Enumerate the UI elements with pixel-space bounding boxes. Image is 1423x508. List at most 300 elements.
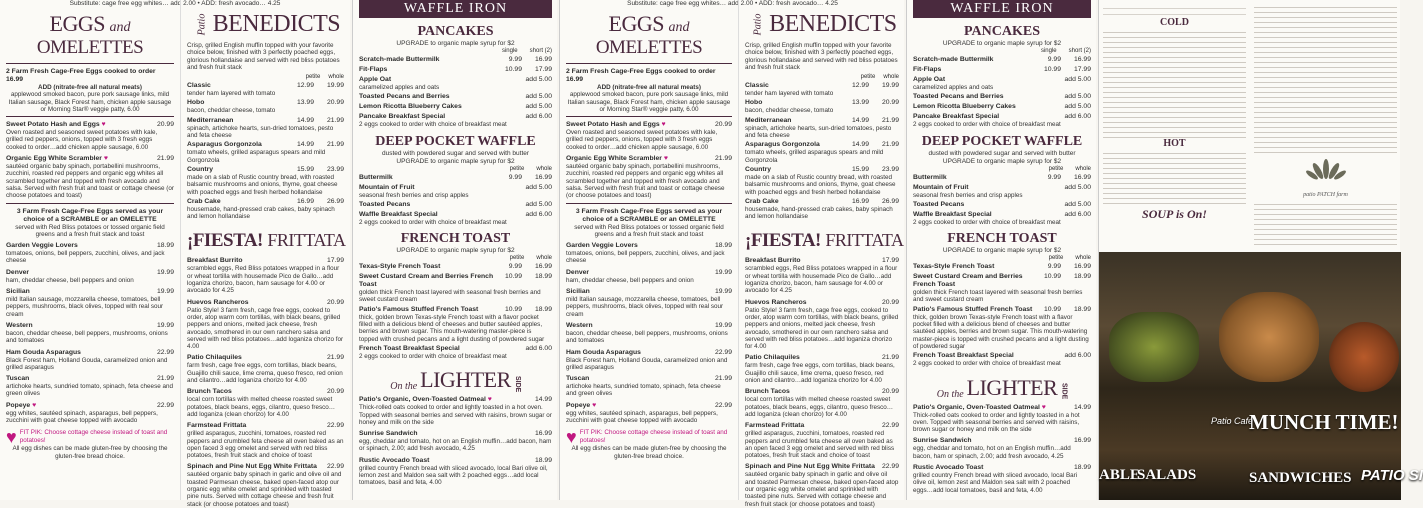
benedicts-cols: petite whole (860, 74, 899, 81)
ft-cols: petite whole (1048, 255, 1091, 262)
menu-item-prices (845, 117, 899, 125)
menu-item (6, 288, 174, 318)
menu-item-price-a: 9.99 (508, 173, 522, 181)
menu-item (187, 117, 344, 140)
menu-item-desc: bacon, cheddar cheese, bell peppers, mushrooms, onions and tomatoes (6, 329, 168, 345)
french-toast-title: FRENCH TOAST (947, 231, 1057, 247)
benedicts-column (738, 0, 905, 508)
menu-item (359, 201, 552, 209)
menu-item-row (745, 463, 899, 471)
menu-item (913, 66, 1091, 74)
menu-item-name: Spinach and Pine Nut Egg White Frittata (187, 463, 317, 471)
menu-item-name: Rustic Avocado Toast (359, 456, 430, 464)
menu-item-row (6, 242, 174, 250)
fiesta-list (745, 257, 899, 507)
french-toast-list (913, 263, 1091, 367)
farm-eggs-title: 2 Farm Fresh Cage-Free Eggs cooked to order 16.99 (6, 68, 156, 83)
menu-item (359, 263, 552, 271)
menu-item (187, 388, 344, 418)
menu-item-name: Sweet Custard Cream and Berries French Toast (359, 273, 494, 289)
menu-item-name: Lemon Ricotta Blueberry Cakes (359, 103, 462, 111)
menu-item-name: Pancake Breakfast Special (359, 113, 446, 121)
menu-item-row (745, 299, 899, 307)
menu-page-waffle (352, 0, 557, 500)
menu-item-price-b: 18.99 (534, 273, 552, 281)
menu-item (566, 269, 732, 284)
menu-item-name: Lemon Ricotta Blueberry Cakes (913, 103, 1016, 111)
menu-item-prices (498, 66, 552, 74)
menu-item (6, 242, 174, 265)
menu-item-row (566, 288, 732, 296)
menu-item-price: 19.99 (156, 268, 174, 276)
menu-item-price: 21.99 (881, 354, 899, 362)
menu-item-name: Toasted Pecans and Berries (913, 93, 1004, 101)
menu-item-price-a: 10.99 (1043, 66, 1061, 73)
menu-item-desc: Black Forest ham, Holland Gouda, caramelized onion and grilled asparagus (6, 356, 168, 371)
menu-item (359, 273, 552, 304)
menu-item-price: 21.99 (156, 155, 174, 163)
menu-item (359, 174, 552, 182)
menu-item-desc: tender ham layered with tomato (187, 90, 276, 98)
menu-item-price: 19.99 (714, 268, 732, 276)
menu-item-row (187, 463, 344, 471)
menu-item-row (187, 99, 344, 107)
menu-item-price-b: add 6.00 (525, 113, 552, 121)
menu-item-row (359, 263, 552, 271)
menu-item-row (745, 354, 899, 362)
menu-item-name: Mountain of Fruit (913, 183, 969, 191)
menu-item-desc: 2 eggs cooked to order with choice of breakfast meat (359, 352, 507, 360)
menu-item (745, 299, 899, 351)
text-lines (1103, 3, 1246, 17)
menu-item-price-a: 9.99 (1047, 263, 1061, 271)
menu-item (913, 437, 1091, 460)
menu-item-price-b: 18.99 (1073, 273, 1091, 281)
menu-item-name: Western (6, 321, 33, 329)
menu-item-desc: mild Italian sausage, mozzarella cheese, tomatoes, bell peppers, mushrooms, black olives, topped with real sour cream (566, 296, 724, 318)
menu-item (6, 269, 174, 284)
egg-specialties (566, 121, 732, 199)
menu-item (359, 184, 552, 199)
ft-cols: petite whole (509, 255, 552, 262)
menu-item (6, 155, 174, 199)
menu-item-row (913, 211, 1091, 219)
menu-item (913, 211, 1091, 226)
menu-item-price: 20.99 (714, 121, 732, 129)
menu-item-price: 18.99 (1073, 464, 1091, 472)
menu-item-prices (290, 141, 344, 149)
menu-item-prices (845, 82, 899, 90)
menu-item-desc: ham, cheddar cheese, bell peppers and onion (566, 276, 694, 284)
menu-item-name: Popeye ♥ (566, 401, 597, 409)
menu-item-prices (1037, 103, 1091, 111)
menu-item-row (187, 166, 344, 174)
menu-item-name: Garden Veggie Lovers (6, 242, 78, 250)
deep-sub2: UPGRADE to organic maple syrup for $2 (942, 157, 1062, 165)
menu-item (745, 82, 899, 97)
eggs-column (0, 0, 180, 500)
menu-item-desc: artichoke hearts, sundried tomato, spinach, feta cheese and green olives (6, 383, 173, 398)
menu-item-row (359, 273, 552, 289)
menu-item-desc: grilled asparagus, zucchini, tomatoes, roasted red peppers and crumbled feta cheese all oven baked as an open faced 3 egg omelet and served with red bliss potatoes, fresh fruit stack and choice of toast (745, 430, 895, 460)
menu-item-desc: Thick-rolled oats cooked to order and lightly toasted in a hot oven. Topped with seasonal berries and served with raisins, brown sugar or honey and milk on the side (359, 404, 552, 426)
menu-item-price: 16.99 (1073, 437, 1091, 445)
menu-item-prices (290, 198, 344, 206)
menu-item-desc: thick, golden brown Texas-style French toast with a flavor pocket filled with a delicious blend of cheeses and butter sautéed apples, berries and brown sugar. This mouth-watering master-piece is topped with crushed pecans and a light dusting of powdered sugar (913, 313, 1089, 350)
menu-item-desc: seasonal fresh berries and crisp apples (359, 191, 469, 199)
menu-item-price-a: 9.99 (1047, 173, 1061, 181)
menu-item-prices (290, 99, 344, 107)
menu-item-price-a: 10.99 (504, 305, 522, 313)
menu-item-desc: 2 eggs cooked to order with choice of breakfast meat (913, 121, 1061, 129)
menu-item-name: Garden Veggie Lovers (566, 242, 638, 250)
patio-side-label: PATIO SI (1361, 467, 1423, 484)
menu-item-name: Patio Chilaquiles (187, 354, 242, 362)
menu-item-price-a: 14.99 (851, 116, 869, 124)
menu-item-name: Popeye ♥ (6, 401, 37, 409)
heart-icon: ♥ (566, 427, 577, 448)
menu-item-price-b: add 5.00 (1064, 183, 1091, 191)
soup-title: SOUP is On! (1142, 207, 1207, 221)
menu-item (913, 56, 1091, 64)
menu-item-price-b: add 5.00 (1064, 200, 1091, 208)
menu-item-row (187, 354, 344, 362)
eggs-title: EGGS and OMELETTES (36, 11, 144, 58)
sandwiches-label: SANDWICHES (1249, 470, 1352, 486)
menu-item (745, 141, 899, 164)
menu-item-desc: thick, golden brown Texas-style French toast with a flavor pocket filled with a delicious blend of cheeses and butter sautéed apples, berries and brown sugar. This mouth-watering master-piece is topped with crushed pecans and a light dusting of powdered sugar (359, 313, 545, 343)
benedicts-cols: petite whole (305, 74, 344, 81)
menu-item-prices (498, 103, 552, 111)
menu-item-price-b: 26.99 (326, 197, 344, 205)
menu-item-price-b: 18.99 (534, 305, 552, 313)
menu-item (187, 82, 344, 97)
menu-item-desc: bacon, cheddar cheese, bell peppers, mushrooms, onions and tomatoes (566, 329, 728, 345)
lunch-items-text (1254, 3, 1397, 153)
menu-item-price: 22.99 (714, 348, 732, 356)
menu-item-price: 16.99 (534, 430, 552, 438)
menu-item-name: Classic (187, 82, 211, 90)
menu-item-price: 20.99 (156, 121, 174, 129)
menu-item-row (566, 269, 732, 277)
menu-item-name: French Toast Breakfast Special (913, 352, 1014, 360)
lighter-title: On the LIGHTER SIDE (390, 367, 521, 393)
menu-item (913, 113, 1091, 128)
menu-item-name: Country (745, 165, 772, 173)
heart-icon: ♥ (30, 401, 37, 409)
menu-item-price-a: 13.99 (296, 99, 314, 107)
menu-item-name: Breakfast Burrito (745, 257, 801, 265)
menu-item-name: Brunch Tacos (745, 388, 790, 396)
menu-item (187, 422, 344, 459)
menu-item-name: Farmstead Frittata (745, 422, 805, 430)
menu-item-price-a: 9.99 (508, 263, 522, 271)
three-eggs-title: 3 Farm Fresh Cage-Free Eggs served as your choice of a SCRAMBLE or an OMELETTE (16, 207, 164, 223)
menu-item (6, 349, 174, 372)
benedicts-list (745, 82, 899, 220)
menu-item-row (913, 352, 1091, 360)
menu-item-price-b: 16.99 (534, 173, 552, 181)
menu-item-desc: caramelized apples and oats (359, 84, 440, 91)
menu-item-desc: tomatoes, onions, bell peppers, zucchini, olives, and jack cheese (6, 250, 165, 265)
menu-item-price-b: add 5.00 (525, 76, 552, 83)
menu-item (745, 354, 899, 384)
menu-item-name: Sunrise Sandwich (359, 430, 418, 438)
gluten-note: All egg dishes can be made gluten-free by choosing the gluten-free bread choice. (571, 445, 727, 460)
farm-desc: applewood smoked bacon, pure pork sausage links, mild Italian sausage, Black Forest ham, chicken apple sausage or Morning Star® veggie patty, 6.00 (567, 91, 731, 113)
menu-item-desc: egg whites, sautéed spinach, asparagus, bell peppers, zucchini with goat cheese topped with avocado (566, 409, 718, 425)
menu-item-desc: mild Italian sausage, mozzarella cheese, tomatoes, bell peppers, mushrooms, black olives, topped with real sour cream (6, 296, 164, 318)
menu-item-row (913, 263, 1091, 271)
menu-item-prices (498, 76, 552, 84)
menu-item-prices (1037, 93, 1091, 101)
deep-pocket-title: DEEP POCKET WAFFLE (921, 133, 1083, 149)
divider (566, 203, 732, 204)
menu-item-desc: egg whites, sautéed spinach, asparagus, bell peppers, zucchini with goat cheese topped with avocado (6, 409, 158, 425)
menu-item-row (913, 56, 1091, 64)
menu-item-price: 22.99 (881, 463, 899, 471)
menu-item-price-a: 9.99 (1047, 56, 1061, 63)
menu-item-row (6, 349, 174, 357)
menu-item-desc: Thick-rolled oats cooked to order and lightly toasted in a hot oven. Topped with seasonal berries and served with raisins, brown sugar or honey and milk on the side (913, 411, 1080, 434)
menu-item-price-a: 15.99 (851, 165, 869, 173)
menu-page-eggs (0, 0, 350, 508)
menu-page-waffle-copy (906, 0, 1096, 500)
menu-item (745, 463, 899, 507)
menu-item-prices (290, 117, 344, 125)
menu-item (913, 352, 1091, 367)
hot-title: HOT (1163, 138, 1186, 149)
menu-item (566, 349, 732, 372)
menu-item-desc: seasonal fresh berries and crisp apples (913, 191, 1023, 199)
menu-item (6, 322, 174, 345)
menu-item-price: 22.99 (156, 401, 174, 409)
menu-item-prices (498, 263, 552, 271)
menu-item (359, 306, 552, 343)
menu-item-desc: sautéed organic baby spinach in garlic and olive oil and toasted Parmesan cheese, baked open-faced atop our organic egg white omelet and sprinkled with toasted pine nuts. Served with cottage cheese and fresh fruit stack (or choose potatoes and toast) (745, 471, 899, 508)
menu-item (745, 166, 899, 196)
menu-item-row (566, 322, 732, 330)
menu-item (566, 322, 732, 345)
food-photo (1099, 252, 1423, 500)
menu-item-row (359, 66, 552, 74)
menu-item-prices (845, 166, 899, 174)
menu-item-price: 17.99 (326, 257, 344, 265)
menu-item-name: Huevos Rancheros (187, 298, 249, 306)
menu-item-row (745, 422, 899, 430)
waffle-cols: petite whole (509, 165, 552, 172)
menu-page-lunch (1098, 0, 1423, 500)
menu-item-name: Denver (6, 268, 30, 276)
menu-item-row (745, 82, 899, 90)
menu-item (913, 201, 1091, 209)
menu-item-row (187, 388, 344, 396)
menu-item-price: 22.99 (881, 422, 899, 430)
menu-item-row (745, 99, 899, 107)
menu-item-desc: bacon, cheddar cheese, tomato (745, 107, 834, 115)
waffle-header: WAFFLE IRON (359, 0, 552, 18)
menu-item-price: 21.99 (156, 375, 174, 383)
heart-icon: ♥ (6, 427, 17, 448)
three-eggs-title: 3 Farm Fresh Cage-Free Eggs served as your choice of a SCRAMBLE or an OMELETTE (575, 207, 723, 223)
menu-item-name: Tuscan (566, 375, 590, 383)
menu-item-name: Scratch-made Buttermilk (913, 56, 994, 63)
menu-item-desc: artichoke hearts, sundried tomato, spinach, feta cheese and green olives (566, 383, 721, 398)
menu-item-desc: sautéed organic baby spinach in garlic and olive oil and toasted Parmesan cheese, baked open-faced atop our organic egg white omelet and sprinkled with toasted pine nuts. Served with cottage cheese and fresh fruit stack (or choose potatoes and toast) (187, 471, 342, 508)
menu-item-price-b: 23.99 (881, 165, 899, 173)
pancake-list (913, 56, 1091, 129)
menu-item-price: 22.99 (714, 401, 732, 409)
menu-item (359, 113, 552, 128)
menu-item-row (913, 306, 1091, 314)
menu-item-desc: 2 eggs cooked to order with choice of breakfast meat (913, 360, 1061, 368)
menu-item-prices (498, 306, 552, 314)
waffle-cols: petite whole (1048, 165, 1091, 172)
menu-item-price: 20.99 (326, 298, 344, 306)
menu-item-price-a: 16.99 (851, 197, 869, 205)
menu-item-prices (1037, 113, 1091, 121)
menu-item-prices (1037, 306, 1091, 314)
menu-item-price-b: 23.99 (326, 165, 344, 173)
menu-item-row (359, 396, 552, 404)
deep-pocket-title: DEEP POCKET WAFFLE (375, 133, 536, 149)
menu-item-desc: tomatoes, onions, bell peppers, zucchini, olives, and jack cheese (566, 250, 725, 265)
menu-item-desc: egg, cheddar and tomato, hot on an English muffin…add bacon, ham or spinach, 2.00; add fresh avocado, 4.25 (913, 445, 1071, 460)
waffle-column (353, 0, 558, 500)
menu-item-price-b: 20.99 (326, 99, 344, 107)
divider (6, 116, 174, 117)
menu-item-price-b: add 5.00 (525, 200, 552, 208)
menu-item-price: 22.99 (326, 463, 344, 471)
menu-item-prices (845, 141, 899, 149)
menu-item (359, 430, 552, 453)
menu-item-desc: spinach, artichoke hearts, sun-dried tomatoes, pesto and feta cheese (745, 124, 892, 140)
menu-item-row (566, 375, 732, 383)
heart-icon: ♥ (661, 155, 668, 163)
menu-item (745, 388, 899, 418)
menu-item-desc: spinach, artichoke hearts, sun-dried tomatoes, pesto and feta cheese (187, 124, 334, 140)
menu-item-price: 21.99 (714, 155, 732, 163)
menu-item-name: Fit-Flaps (359, 66, 388, 73)
menu-item-prices (1037, 273, 1091, 289)
menu-item-desc: ham, cheddar cheese, bell peppers and onion (6, 276, 134, 284)
menu-item (187, 354, 344, 384)
patio-cafe-label: Patio Café (1211, 416, 1254, 426)
menu-item-row (913, 174, 1091, 182)
menu-item-row (745, 117, 899, 125)
deep-sub2: UPGRADE to organic maple syrup for $2 (396, 157, 515, 165)
menu-item-price-a: 12.99 (851, 82, 869, 90)
menu-item-name: Ham Gouda Asparagus (6, 348, 81, 356)
menu-item-price-b: add 6.00 (1064, 352, 1091, 360)
menu-item-desc: made on a slab of Rustic country bread, with roasted balsamic mushrooms and onions, thyme, goat cheese with poached eggs and fresh herbed hollandaise (745, 173, 896, 196)
pancakes-sub: UPGRADE to organic maple syrup for $2 (942, 40, 1062, 47)
menu-item-row (359, 113, 552, 121)
benedicts-title: Patio BENEDICTS (196, 11, 341, 37)
menu-item-name: Hobo (187, 99, 205, 107)
menu-item-name: Organic Egg White Scrambler ♥ (6, 155, 108, 163)
menu-item-price-b: 17.99 (1073, 66, 1091, 73)
menu-item (187, 166, 344, 196)
menu-item-name: Sweet Potato Hash and Eggs ♥ (6, 121, 106, 129)
menu-item (359, 396, 552, 426)
menu-item (187, 141, 344, 164)
menu-item-price-b: add 6.00 (525, 344, 552, 352)
menu-item-row (913, 437, 1091, 445)
menu-item (913, 76, 1091, 91)
farm-eggs-title: 2 Farm Fresh Cage-Free Eggs cooked to order 16.99 (566, 68, 716, 83)
menu-item-prices (1037, 56, 1091, 64)
menu-item-name: Sweet Custard Cream and Berries French Toast (913, 273, 1023, 289)
menu-item-price-b: add 5.00 (1064, 76, 1091, 83)
divider (6, 63, 174, 64)
menu-item-desc: grilled country French bread with sliced avocado, local Bari olive oil, lemon zest and Maldon sea salt with 2 poached eggs…add local tomatoes, basil and feta, 4.00 (359, 464, 548, 487)
patio-patch-logo: patio PATCH farm (1254, 157, 1397, 198)
menu-item-row (913, 103, 1091, 111)
menu-item-row (359, 345, 552, 353)
menu-item-price-a: 10.99 (1043, 305, 1061, 313)
menu-item-price-b: 18.99 (1073, 305, 1091, 313)
menu-item-prices (1037, 211, 1091, 219)
menu-item-name: Patio's Organic, Oven-Toasted Oatmeal ♥ (359, 396, 492, 404)
top-note: Substitute: cage free egg whites… add 2.00 • ADD: fresh avocado… 4.25 (69, 0, 281, 7)
menu-item-price: 20.99 (881, 298, 899, 306)
benedicts-title: Patio BENEDICTS (752, 11, 897, 37)
menu-item-price: 21.99 (326, 354, 344, 362)
menu-item (913, 184, 1091, 199)
menu-item-name: Crab Cake (745, 197, 779, 205)
menu-item-price-a: 16.99 (296, 197, 314, 205)
pancake-cols: single short (2) (501, 48, 552, 54)
menu-item (745, 198, 899, 221)
menu-item-desc: tender ham layered with tomato (745, 90, 834, 98)
menu-item-desc: farm fresh, cage free eggs, corn tortillas, black beans, Guajillo chili sauce, lime crema, queso fresco, red onion and cilantro…add loganiza chorizo for 4.00 (745, 362, 895, 385)
menu-item-row (359, 201, 552, 209)
menu-item-row (566, 155, 732, 163)
menu-page-eggs-copy (559, 0, 904, 508)
menu-item-desc: scrambled eggs, Red Bliss potatoes wrapped in a flour or wheat tortilla with housemade Pico de Gallo…add loganiza chorizo, bacon, ham sausage for 4.00 or avocado for 4.25 (745, 265, 898, 295)
menu-item-price-a: 13.99 (851, 99, 869, 107)
menu-item-price: 14.99 (1073, 403, 1091, 411)
menu-item-row (359, 211, 552, 219)
menu-item-desc: golden thick French toast layered with seasonal fresh berries and sweet custard cream (913, 289, 1083, 304)
menu-item-row (913, 273, 1091, 289)
menu-item (359, 93, 552, 101)
ft-sub: UPGRADE to organic maple syrup for $2 (942, 247, 1062, 255)
benedicts-intro: Crisp, grilled English muffin topped with your favorite choice below, finished with 3 perfectly poached eggs, glorious hollandaise and served with red bliss potatoes and fresh fruit stack (187, 42, 340, 71)
menu-item-price-b: add 5.00 (525, 183, 552, 191)
menu-item-desc: 2 eggs cooked to order with choice of breakfast meat (359, 121, 507, 129)
heart-icon: ♥ (659, 121, 666, 129)
menu-item-prices (1037, 184, 1091, 192)
menu-item (566, 288, 732, 318)
menu-item (913, 174, 1091, 182)
top-note: Substitute: cage free egg whites… add 2.00 • ADD: fresh avocado… 4.25 (627, 0, 838, 7)
menu-item-row (913, 184, 1091, 192)
menu-item-name: Sicilian (566, 288, 590, 296)
menu-item-desc: scrambled eggs, Red Bliss potatoes wrapped in a flour or wheat tortilla with housemade Pico de Gallo…add loganiza chorizo, bacon, ham sausage for 4.00 or avocado for 4.25 (187, 265, 340, 295)
cold-items-text (1103, 28, 1246, 138)
menu-item (187, 198, 344, 221)
menu-item-price: 19.99 (714, 321, 732, 329)
menu-item-price: 17.99 (881, 257, 899, 265)
divider (566, 116, 732, 117)
menu-item-prices (1037, 76, 1091, 84)
menu-item-row (187, 141, 344, 149)
menu-item-price: 19.99 (156, 288, 174, 296)
menu-item-name: Sweet Potato Hash and Eggs ♥ (566, 121, 666, 129)
menu-item-row (913, 464, 1091, 472)
